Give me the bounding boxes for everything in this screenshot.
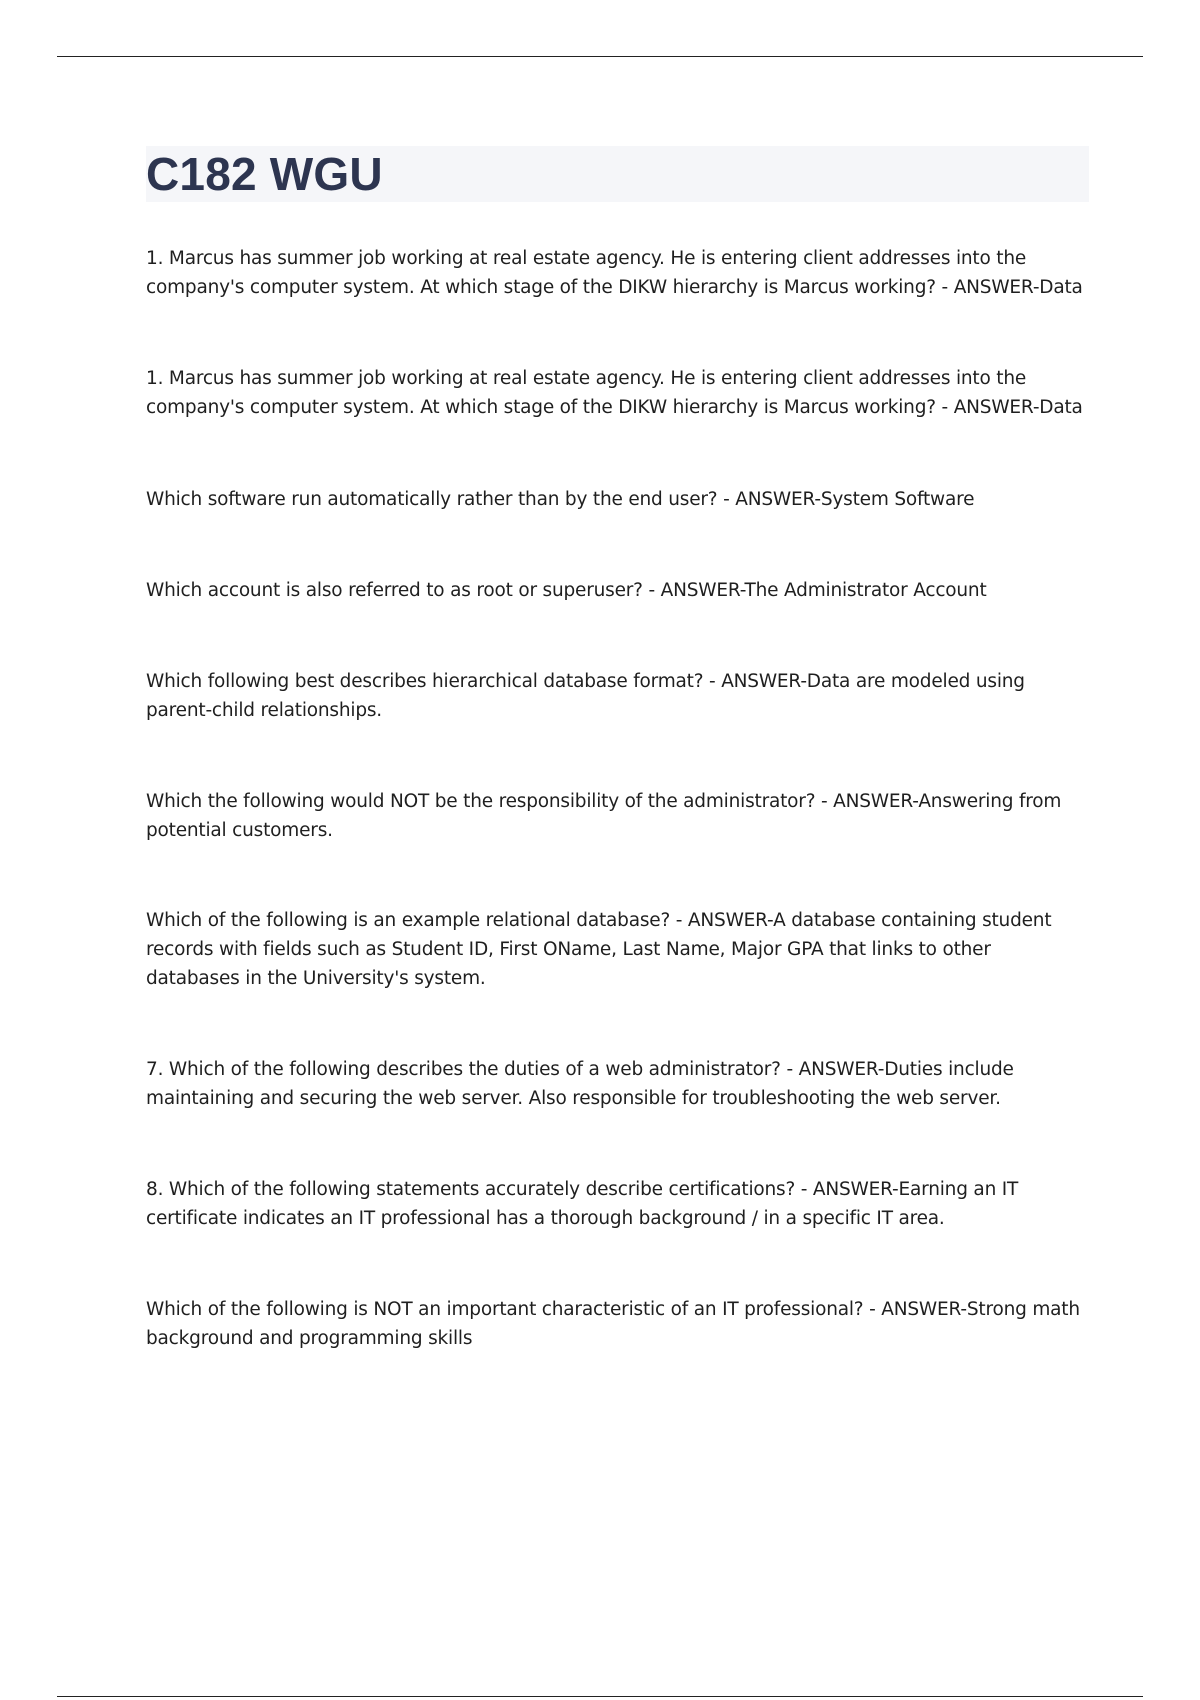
qa-item: Which software run automatically rather than by the end user? - ANSWER-System Software	[146, 489, 975, 510]
qa-item: 8. Which of the following statements accurately describe certifications? - ANSWER-Earning an IT certificate indicates an IT professional has a thorough background / in a specific IT area.	[146, 1179, 1019, 1229]
page-title: C182 WGU	[146, 148, 383, 200]
qa-item: 1. Marcus has summer job working at real estate agency. He is entering client addresses into the company's computer system. At which stage of the DIKW hierarchy is Marcus working? - ANSWER-Data	[146, 368, 1083, 418]
qa-item: Which of the following is an example relational database? - ANSWER-A database containing student records with fields such as Student ID, First OName, Last Name, Major GPA that links to other databases in the University's system.	[146, 910, 1052, 989]
qa-item: Which of the following is NOT an important characteristic of an IT professional? - ANSWER-Strong math background and programming skills	[146, 1299, 1080, 1349]
bottom-rule	[57, 1696, 1143, 1697]
top-rule	[57, 56, 1143, 57]
qa-item: Which following best describes hierarchical database format? - ANSWER-Data are modeled using parent-child relationships.	[146, 671, 1025, 721]
qa-item: Which the following would NOT be the responsibility of the administrator? - ANSWER-Answering from potential customers.	[146, 791, 1062, 841]
qa-item: Which account is also referred to as root or superuser? - ANSWER-The Administrator Account	[146, 580, 987, 601]
qa-item: 1. Marcus has summer job working at real estate agency. He is entering client addresses into the company's computer system. At which stage of the DIKW hierarchy is Marcus working? - ANSWER-Data	[146, 248, 1083, 298]
qa-item: 7. Which of the following describes the duties of a web administrator? - ANSWER-Duties include maintaining and securing the web server. Also responsible for troubleshooting the web server.	[146, 1059, 1014, 1109]
